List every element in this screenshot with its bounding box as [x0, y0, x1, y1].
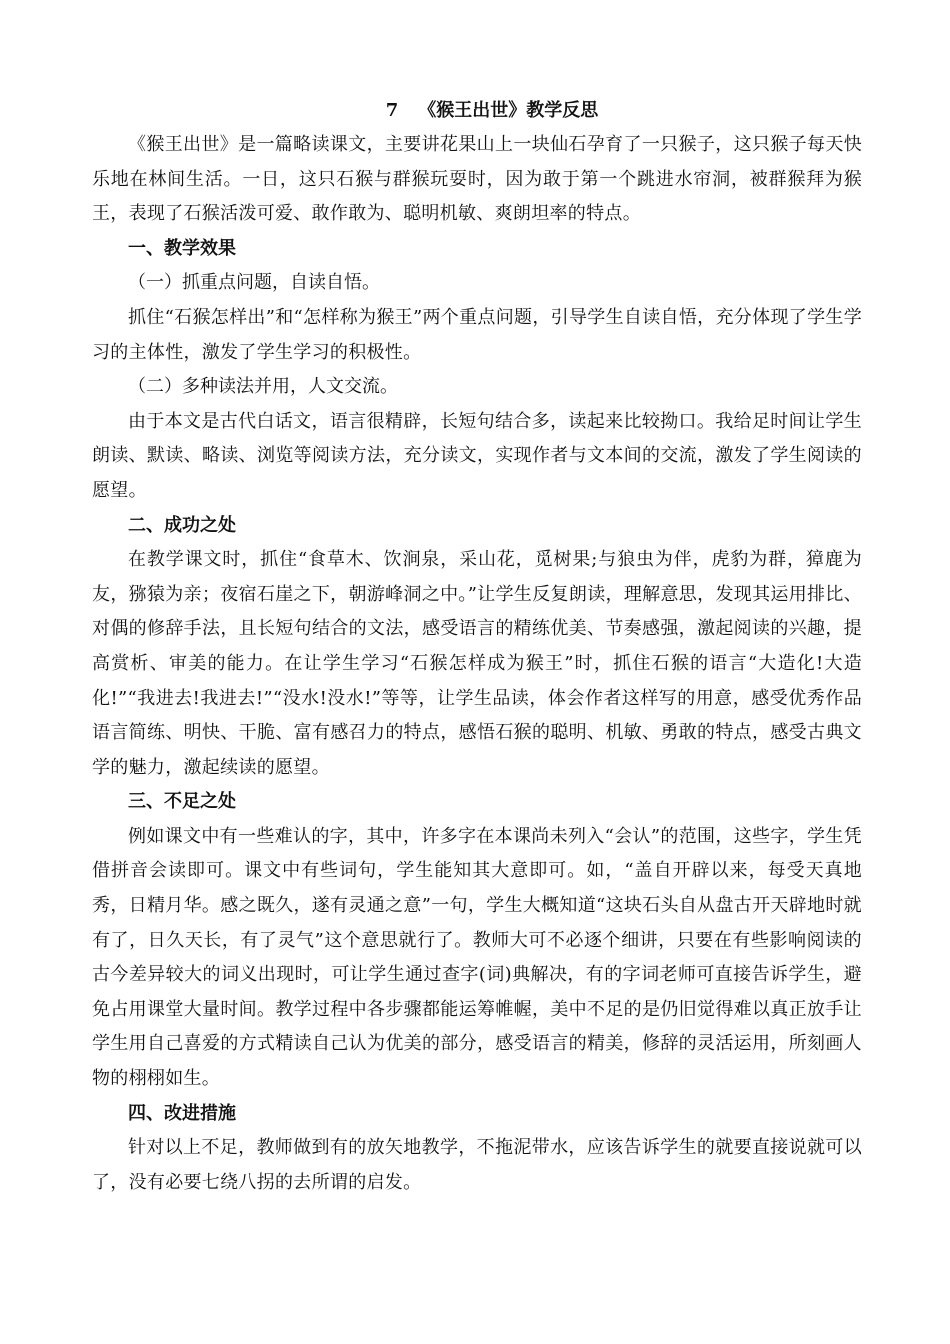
- title-text: 《猴王出世》教学反思: [418, 100, 599, 121]
- lesson-number: 7: [385, 100, 399, 121]
- subheading-key-questions: （一）抓重点问题，自读自悟。: [128, 272, 380, 294]
- paragraph-shortcomings: 例如课文中有一些难认的字，其中，许多字在本课尚未列入“会认”的范围，这些字，学生凭借拼音会读即可。课文中有些词句，学生能知其大意即可。如，“盖自开辟以来，每受天真地秀，日精月华。感之既久，遂有灵通之意”一句，学生大概知道“这块石头自从盘古开天辟地时就有了，日久天长，有了灵气”这个意思就行了。教师大可不必逐个细讲，只要在有些影响阅读的古今差异较大的词义出现时，可让学生通过查字(词)典解决，有的字词老师可直接告诉学生，避免占用课堂大量时间。教学过程中各步骤都能运筹帷幄，美中不足的是仍旧觉得难以真正放手让学生用自己喜爱的方式精读自己认为优美的部分，感受语言的精美，修辞的灵活运用，所刻画人物的栩栩如生。: [92, 825, 862, 1090]
- document-title: [92, 96, 862, 126]
- paragraph-successes: 在教学课文时，抓住“食草木、饮涧泉，采山花，觅树果;与狼虫为伴，虎豹为群，獐鹿为友，猕猿为亲；夜宿石崖之下，朝游峰洞之中。”让学生反复朗读，理解意思，发现其运用排比、对偶的修辞手法，且长短句结合的文法，感受语言的精练优美、节奏感强，激起阅读的兴趣，提高赏析、审美的能力。在让学生学习“石猴怎样成为猴王”时，抓住石猴的语言“大造化!大造化!”“我进去!我进去!”“没水!没水!”等等，让学生品读，体会作者这样写的用意，感受优秀作品语言简练、明快、干脆、富有感召力的特点，感悟石猴的聪明、机敏、勇敢的特点，感受古典文学的魅力，激起续读的愿望。: [92, 549, 862, 778]
- section-heading-improvements: 四、改进措施: [128, 1102, 236, 1124]
- subheading-reading-methods: （二）多种读法并用，人文交流。: [128, 376, 398, 398]
- section-heading-teaching-effect: 一、教学效果: [128, 237, 236, 259]
- paragraph-key-questions: 抓住“石猴怎样出”和“怎样称为猴王”两个重点问题，引导学生自读自悟，充分体现了学生学习的主体性，激发了学生学习的积极性。: [92, 306, 862, 363]
- section-heading-shortcomings: 三、不足之处: [128, 791, 236, 813]
- paragraph-reading-methods: 由于本文是古代白话文，语言很精辟，长短句结合多，读起来比较拗口。我给足时间让学生朗读、默读、略读、浏览等阅读方法，充分读文，实现作者与文本间的交流，激发了学生阅读的愿望。: [92, 410, 862, 501]
- document-page: [92, 96, 862, 1200]
- paragraph-improvements: 针对以上不足，教师做到有的放矢地教学，不拖泥带水，应该告诉学生的就要直接说就可以了，没有必要七绕八拐的去所谓的启发。: [92, 1137, 862, 1193]
- intro-paragraph: 《猴王出世》是一篇略读课文，主要讲花果山上一块仙石孕育了一只猴子，这只猴子每天快乐地在林间生活。一日，这只石猴与群猴玩耍时，因为敢于第一个跳进水帘洞，被群猴拜为猴王，表现了石猴活泼可爱、敢作敢为、聪明机敏、爽朗坦率的特点。: [92, 134, 862, 225]
- section-heading-successes: 二、成功之处: [128, 514, 236, 536]
